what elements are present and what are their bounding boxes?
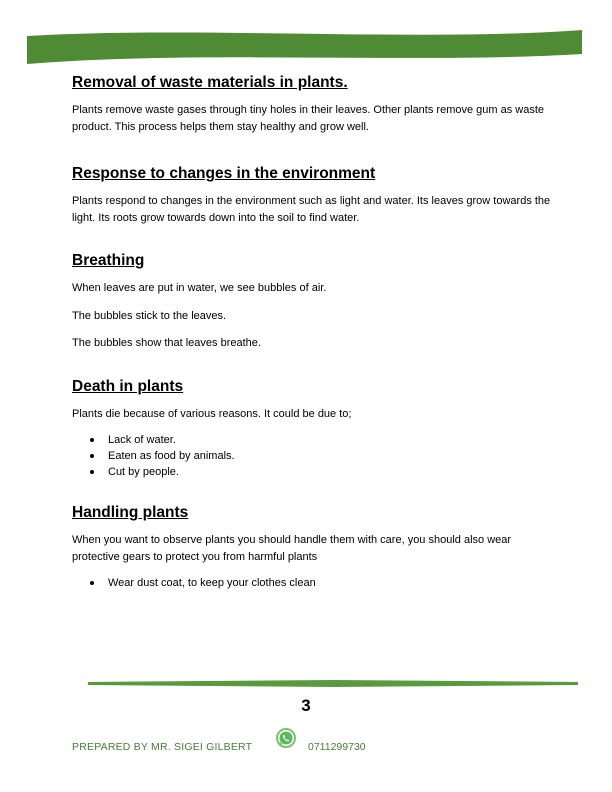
- list-item: Lack of water.: [108, 432, 552, 448]
- paragraph: Plants die because of various reasons. It could be due to;: [72, 407, 352, 420]
- paragraph: When leaves are put in water, we see bubbles of air.: [72, 282, 327, 294]
- footer-prepared-by: PREPARED BY MR. SIGEI GILBERT: [72, 741, 253, 753]
- whatsapp-icon: [275, 727, 297, 749]
- section-heading: Breathing: [72, 252, 145, 269]
- list-item: Eaten as food by animals.: [108, 448, 552, 464]
- section-response: [72, 165, 552, 226]
- bullet-list: [72, 432, 552, 480]
- paragraph: When you want to observe plants you should handle them with care, you should also wear protective gears to protect you from harmful plants: [72, 534, 512, 563]
- section-heading: Response to changes in the environment: [72, 165, 376, 182]
- list-item: Wear dust coat, to keep your clothes clean: [108, 575, 552, 591]
- section-waste-removal: [72, 74, 552, 135]
- paragraph: Plants remove waste gases through tiny holes in their leaves. Other plants remove gum as waste product. This process helps them stay healthy and grow well.: [72, 104, 545, 133]
- section-heading: Handling plants: [72, 504, 189, 521]
- footer-rule: [88, 678, 578, 688]
- header-banner: [0, 0, 612, 70]
- paragraph: Plants respond to changes in the environment such as light and water. Its leaves grow towards the light. Its roots grow towards down into the soil to find water.: [72, 195, 551, 224]
- section-handling: [72, 504, 552, 591]
- page-number: 3: [301, 696, 311, 715]
- section-breathing: [72, 252, 552, 352]
- section-heading: Death in plants: [72, 377, 184, 395]
- footer-phone: 0711299730: [308, 741, 366, 753]
- bullet-list: [72, 575, 552, 591]
- document-body: [72, 74, 552, 613]
- section-death: [72, 378, 552, 481]
- list-item: Cut by people.: [108, 464, 552, 480]
- paragraph: The bubbles show that leaves breathe.: [72, 337, 261, 349]
- paragraph: The bubbles stick to the leaves.: [72, 309, 227, 322]
- section-heading: Removal of waste materials in plants.: [72, 74, 348, 91]
